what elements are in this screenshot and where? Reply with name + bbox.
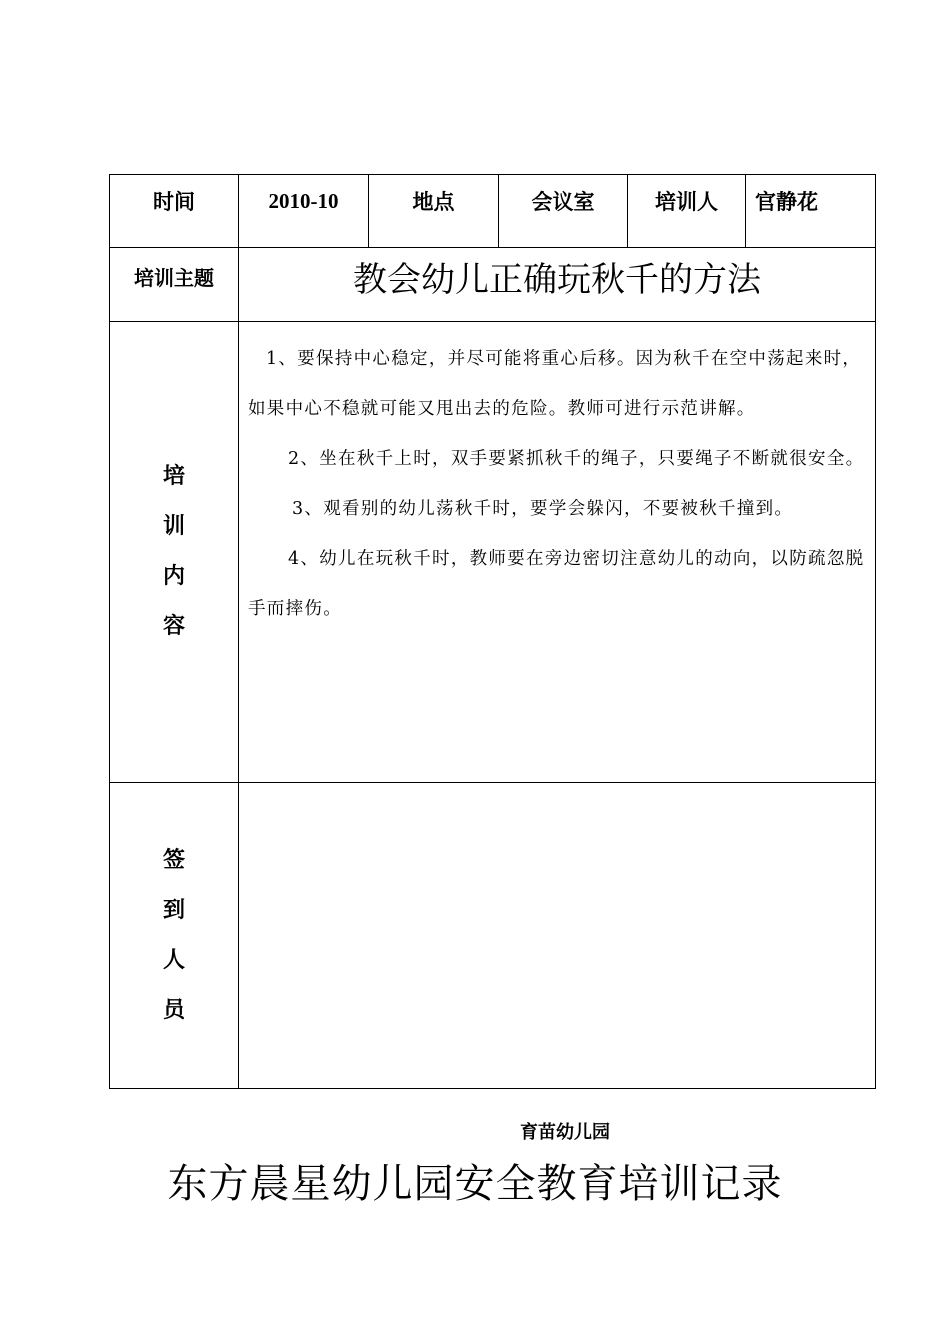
- training-record-table: [109, 174, 876, 1089]
- document-title: 东方晨星幼儿园安全教育培训记录: [167, 1161, 783, 1207]
- signin-label-char: 员: [162, 997, 185, 1023]
- content-text-cell: [239, 322, 876, 783]
- time-label: 时间: [153, 190, 195, 214]
- place-label: 地点: [412, 190, 455, 214]
- time-value-cell: [239, 175, 369, 248]
- content-row: [110, 322, 876, 783]
- place-value-cell: [499, 175, 628, 248]
- content-label-cell: [110, 322, 239, 783]
- header-row: [110, 175, 876, 248]
- place-label-cell: [369, 175, 499, 248]
- content-paragraph: 3、观看别的幼儿荡秋千时，要学会躲闪，不要被秋千撞到。: [292, 499, 794, 519]
- place-value: 会议室: [531, 190, 595, 214]
- trainer-value: 官静花: [755, 190, 818, 214]
- signin-label-char: 到: [162, 897, 185, 923]
- trainer-label: 培训人: [655, 190, 718, 214]
- topic-label: 培训主题: [134, 266, 214, 290]
- topic-label-cell: [110, 248, 239, 322]
- topic-row: [110, 248, 876, 322]
- time-value: 2010-10: [268, 188, 339, 213]
- trainer-value-cell: [746, 175, 876, 248]
- signin-label-cell: [110, 783, 239, 1089]
- content-label-char: 训: [162, 514, 185, 539]
- signin-label-char: 签: [162, 847, 185, 873]
- signin-label-char: 人: [162, 947, 185, 973]
- signin-row: [110, 783, 876, 1089]
- content-paragraph: 4、幼儿在玩秋千时，教师要在旁边密切注意幼儿的动向，以防疏忽脱手而摔伤。: [248, 549, 865, 619]
- kindergarten-name: 育苗幼儿园: [520, 1122, 610, 1143]
- trainer-label-cell: [628, 175, 746, 248]
- content-label-char: 内: [162, 564, 185, 589]
- signin-area[interactable]: [239, 783, 876, 1089]
- time-label-cell: [110, 175, 239, 248]
- content-label-char: 容: [162, 614, 185, 639]
- content-paragraph: 1、要保持中心稳定，并尽可能将重心后移。因为秋千在空中荡起来时，如果中心不稳就可能又甩出去的危险。教师可进行示范讲解。: [248, 349, 862, 419]
- topic-value: 教会幼儿正确玩秋千的方法: [353, 260, 761, 300]
- topic-value-cell: [239, 248, 876, 322]
- content-paragraph: 2、坐在秋千上时，双手要紧抓秋千的绳子，只要绳子不断就很安全。: [288, 449, 865, 469]
- content-label-char: 培: [162, 464, 185, 489]
